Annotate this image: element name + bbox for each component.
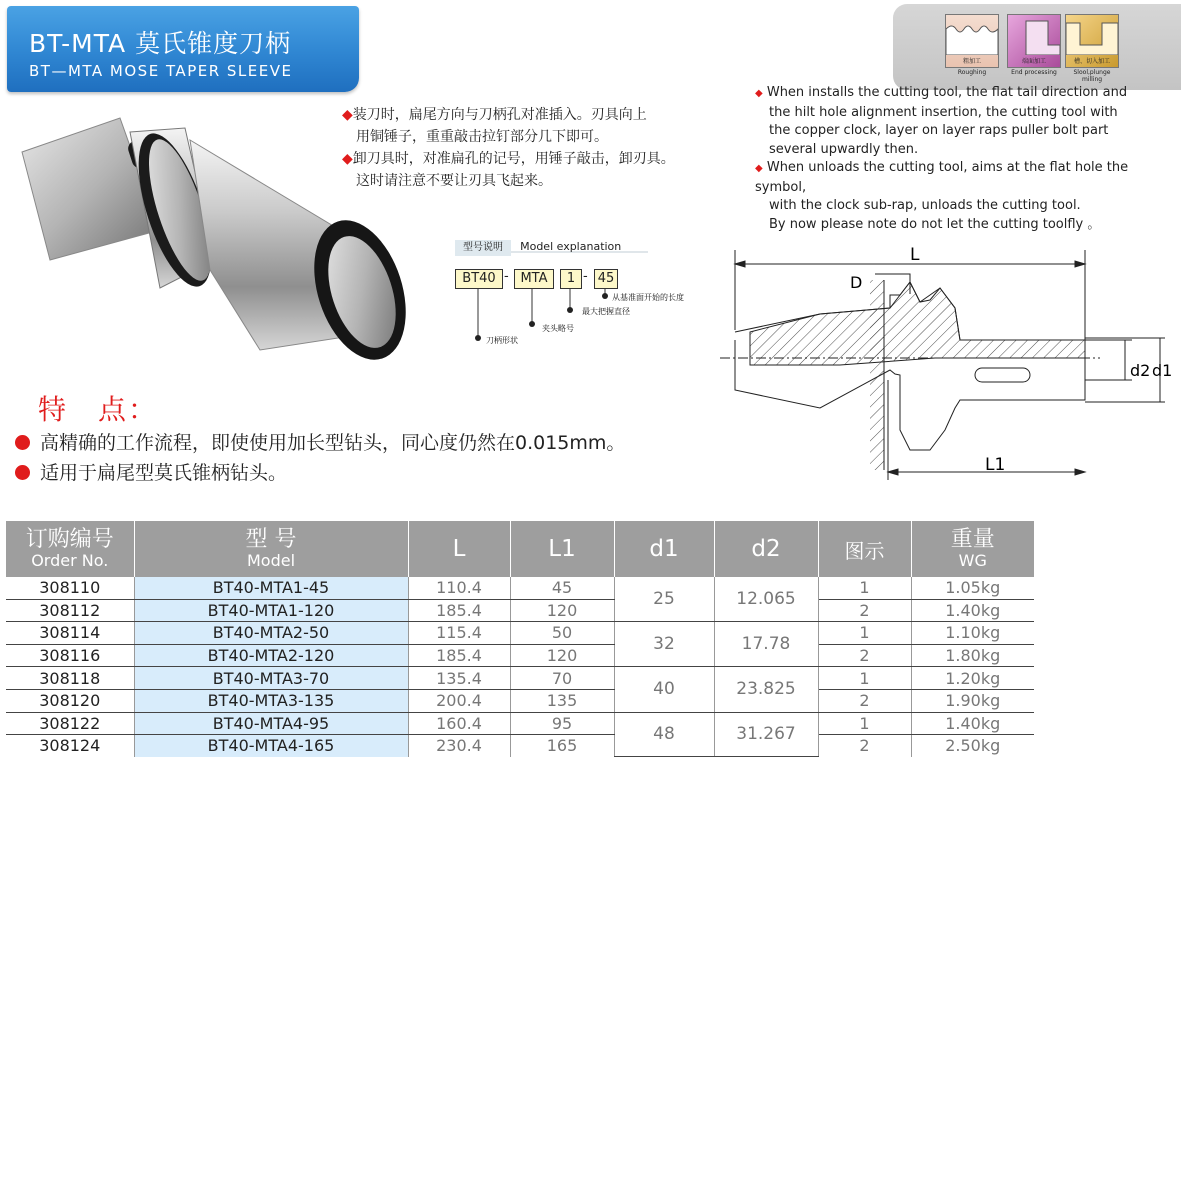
dim-d1: d1: [1152, 361, 1173, 380]
instruction-cn-line: ◆卸刀具时，对准扁孔的记号，用锤子敲击，卸刃具。: [342, 151, 675, 167]
model-part-length: 45: [594, 269, 618, 289]
cell-L1: 50: [510, 622, 614, 645]
cell-weight: 1.40kg: [911, 712, 1034, 735]
model-label-shape: 刀柄形状: [486, 336, 518, 345]
cell-d1: 25: [614, 577, 714, 622]
model-label-collet: 夹头略号: [542, 324, 574, 333]
cell-L: 185.4: [408, 644, 510, 667]
cell-L: 110.4: [408, 577, 510, 599]
cell-d2: 12.065: [714, 577, 818, 622]
cell-model: BT40-MTA1-45: [134, 577, 408, 599]
cell-weight: 1.90kg: [911, 689, 1034, 712]
bullet-dot-icon: [15, 435, 30, 450]
col-weight: 重量 WG: [911, 521, 1034, 577]
model-part-series: BT40: [455, 269, 503, 289]
cell-L: 230.4: [408, 735, 510, 757]
cell-L1: 165: [510, 735, 614, 757]
instruction-en-line: several upwardly then.: [769, 141, 919, 157]
model-part-type: MTA: [514, 269, 554, 289]
cell-model: BT40-MTA3-135: [134, 689, 408, 712]
op-zh: 粗加工: [962, 58, 981, 65]
dim-L1: L1: [985, 455, 1006, 475]
cell-model: BT40-MTA4-165: [134, 735, 408, 757]
cell-order: 308112: [6, 599, 134, 622]
cell-d2: 31.267: [714, 712, 818, 757]
header-banner: [7, 6, 359, 92]
op-en: End processing: [1011, 69, 1057, 76]
cell-model: BT40-MTA4-95: [134, 712, 408, 735]
col-model: 型 号 Model: [134, 521, 408, 577]
col-order: 订购编号 Order No.: [6, 521, 134, 577]
cell-d1: 32: [614, 622, 714, 667]
bullet-diamond-icon: ◆: [342, 107, 353, 123]
instruction-en-line: ◆ When installs the cutting tool, the flat tail direction and: [755, 85, 1128, 100]
instruction-en-line: with the clock sub-rap, unloads the cutting tool.: [769, 198, 1081, 213]
bullet-diamond-icon: ◆: [755, 163, 763, 174]
page-subtitle: BT—MTA MOSE TAPER SLEEVE: [29, 62, 293, 80]
cell-weight: 1.40kg: [911, 599, 1034, 622]
end-processing-icon: [1007, 14, 1061, 76]
instructions-cn: [342, 104, 762, 192]
cell-L1: 45: [510, 577, 614, 599]
instruction-en-line: the hilt hole alignment insertion, the cutting tool with: [769, 104, 1118, 120]
model-label-length: 从基准面开始的长度: [612, 293, 684, 302]
spec-table: [6, 521, 1034, 757]
cell-weight: 1.80kg: [911, 644, 1034, 667]
col-d2: d2: [714, 521, 818, 577]
instruction-en-line: By now please note do not let the cutting toolfly 。: [769, 216, 1101, 232]
instruction-cn-line: 这时请注意不要让刃具飞起来。: [356, 173, 552, 189]
cell-d1: 48: [614, 712, 714, 757]
model-explanation-title-cn: 型号说明: [455, 240, 511, 256]
cell-L: 185.4: [408, 599, 510, 622]
cell-order: 308122: [6, 712, 134, 735]
table-row: [6, 735, 1034, 757]
dim-d2: d2: [1130, 361, 1151, 380]
roughing-icon: [945, 14, 999, 76]
cell-figure: 2: [818, 599, 911, 622]
cell-figure: 2: [818, 644, 911, 667]
cell-weight: 2.50kg: [945, 736, 1001, 756]
cell-L1: 120: [510, 644, 614, 667]
cell-figure: 1: [818, 622, 911, 645]
cell-order: 308120: [6, 689, 134, 712]
table-row: [6, 689, 1034, 712]
feature-item: 适用于扁尾型莫氏锥柄钻头。: [15, 458, 287, 485]
cell-order: 308114: [6, 622, 134, 645]
cell-model: BT40-MTA3-70: [134, 667, 408, 690]
cell-order: 308124: [6, 735, 134, 757]
col-L: L: [408, 521, 510, 577]
col-figure: 图示: [818, 521, 911, 577]
model-part-size: 1: [560, 269, 582, 289]
table-row: [6, 622, 1034, 645]
dim-L: L: [910, 245, 920, 265]
table-row: [6, 667, 1034, 690]
cell-figure: 2: [818, 689, 911, 712]
model-label-diameter: 最大把握直径: [582, 307, 630, 316]
op-zh: 端面加工: [1021, 58, 1046, 65]
features-title: 特 点：: [38, 393, 159, 426]
col-d1: d1: [614, 521, 714, 577]
cell-figure: 1: [818, 667, 911, 690]
op-zh: 槽、切入加工: [1073, 58, 1110, 65]
table-row: [6, 712, 1034, 735]
cell-order: 308118: [6, 667, 134, 690]
cell-figure: 1: [818, 577, 911, 599]
cell-L: 200.4: [408, 689, 510, 712]
model-explanation-title-en: Model explanation: [520, 240, 622, 253]
cell-figure: 2: [818, 735, 911, 757]
cell-model: BT40-MTA1-120: [134, 599, 408, 622]
cell-order: 308110: [6, 577, 134, 599]
cell-model: BT40-MTA2-120: [134, 644, 408, 667]
cell-weight: 1.20kg: [911, 667, 1034, 690]
table-row: [6, 599, 1034, 622]
cell-L1: 70: [510, 667, 614, 690]
operations-panel: [893, 4, 1181, 90]
cell-d2: 23.825: [714, 667, 818, 712]
table-row: [6, 644, 1034, 667]
instructions-en: [755, 84, 1179, 234]
bullet-diamond-icon: ◆: [342, 151, 353, 167]
cell-L1: 95: [510, 712, 614, 735]
bullet-diamond-icon: ◆: [755, 88, 763, 99]
model-explanation-header: [455, 235, 648, 253]
col-L1: L1: [510, 521, 614, 577]
slot-milling-icon: [1065, 14, 1119, 83]
cell-L: 135.4: [408, 667, 510, 690]
cell-L: 115.4: [408, 622, 510, 645]
technical-drawing: [720, 240, 1180, 480]
cell-L: 160.4: [408, 712, 510, 735]
instruction-cn-line: 用铜锤子，重重敲击拉钉部分几下即可。: [356, 129, 608, 145]
table-row: [6, 577, 1034, 599]
op-en: Roughing: [957, 69, 987, 76]
cell-d2: 17.78: [714, 622, 818, 667]
cell-weight: 1.05kg: [911, 577, 1034, 599]
dim-D: D: [850, 273, 863, 292]
cell-L1: 120: [510, 599, 614, 622]
cell-weight: 1.10kg: [911, 622, 1034, 645]
page-title: BT-MTA 莫氏锥度刀柄: [29, 29, 292, 58]
cell-d1: 40: [614, 667, 714, 712]
cell-model: BT40-MTA2-50: [134, 622, 408, 645]
cell-order: 308116: [6, 644, 134, 667]
bullet-dot-icon: [15, 465, 30, 480]
cell-L1: 135: [510, 689, 614, 712]
feature-item: 高精确的工作流程，即使使用加长型钻头，同心度仍然在0.015mm。: [15, 428, 625, 455]
op-en: Slool,plunge milling: [1073, 69, 1111, 83]
instruction-en-line: the copper clock, layer on layer raps puller bolt part: [769, 123, 1109, 138]
instruction-en-line: ◆ When unloads the cutting tool, aims at the flat hole the symbol,: [755, 160, 1129, 195]
instruction-cn-line: ◆装刀时，扁尾方向与刀柄孔对准插入。刃具向上: [342, 107, 647, 123]
model-sep: -: [583, 269, 588, 284]
cell-figure: 1: [818, 712, 911, 735]
model-sep: -: [504, 269, 509, 284]
table-header-row: [6, 521, 1034, 577]
